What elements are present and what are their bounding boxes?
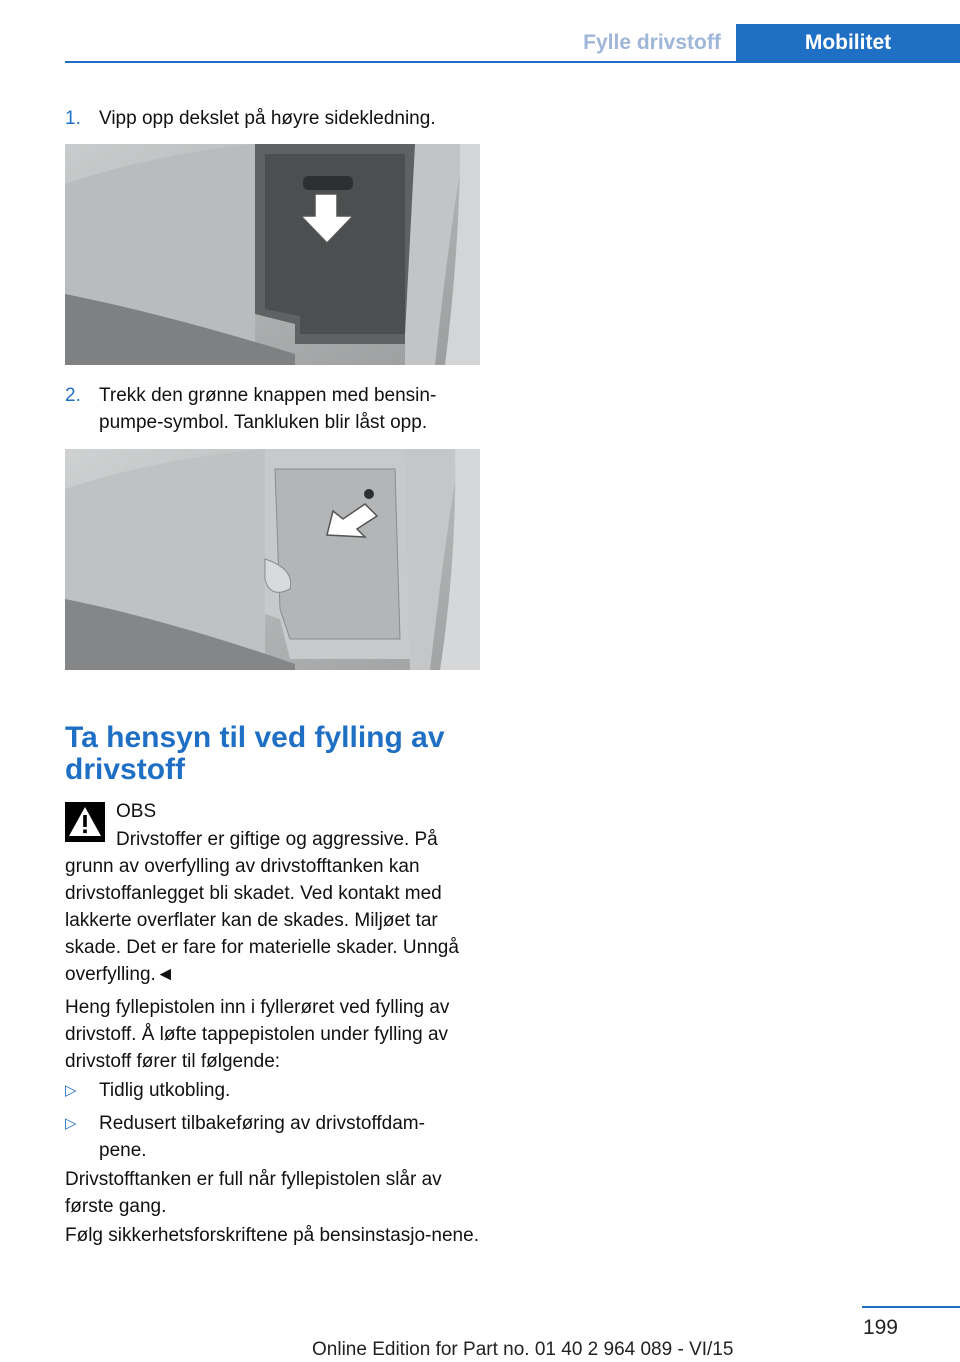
step-2 (65, 382, 485, 436)
bullet-item (65, 1110, 485, 1164)
chapter-tab[interactable]: Mobilitet (736, 24, 960, 62)
full-tank-paragraph: Drivstofftanken er full når fyllepistolen slår av første gang. (65, 1169, 442, 1217)
triangle-bullet-icon: ▷ (65, 1115, 77, 1132)
warning-body: Drivstoffer er giftige og aggressive. På grunn av overfylling av drivstofftanken kan drivstoffanlegget bli skadet. Ved kontakt med lakkerte overflater kan de skades. Miljøet tar skade. Det er fare for materielle skader. Unngå overfylling.◄ (65, 829, 459, 985)
footer-edition: Online Edition for Part no. 01 40 2 964 089 - VI/15 (312, 1339, 734, 1360)
section-tab[interactable]: Fylle drivstoff (583, 31, 721, 54)
step-text: Trekk den grønne knappen med bensin- pumpe-symbol. Tankluken blir låst opp. (99, 385, 437, 433)
bullet-text: Redusert tilbakeføring av drivstoffdam- pene. (99, 1113, 425, 1161)
header-rule (65, 61, 960, 63)
step-number: 2. (65, 385, 81, 406)
trunk-side-cover-image (65, 144, 480, 365)
fuel-release-button-image (65, 449, 480, 670)
bullet-item (65, 1077, 485, 1104)
triangle-bullet-icon: ▷ (65, 1082, 77, 1099)
step-1 (65, 105, 485, 132)
safety-paragraph: Følg sikkerhetsforskriftene på bensinstasjo-nene. (65, 1225, 479, 1246)
step-number: 1. (65, 108, 81, 129)
page-number: 199 (862, 1316, 898, 1339)
page-rule (862, 1306, 960, 1308)
intro-paragraph: Heng fyllepistolen inn i fyllerøret ved fylling av drivstoff. Å løfte tappepistolen under fylling av drivstoff fører til følgende: (65, 997, 450, 1072)
bullet-text: Tidlig utkobling. (99, 1080, 231, 1101)
step-text: Vipp opp dekslet på høyre sidekledning. (99, 108, 436, 129)
section-heading: Ta hensyn til ved fylling av drivstoff (65, 721, 445, 786)
warning-title: OBS (116, 801, 157, 822)
header-tabs (568, 24, 960, 62)
